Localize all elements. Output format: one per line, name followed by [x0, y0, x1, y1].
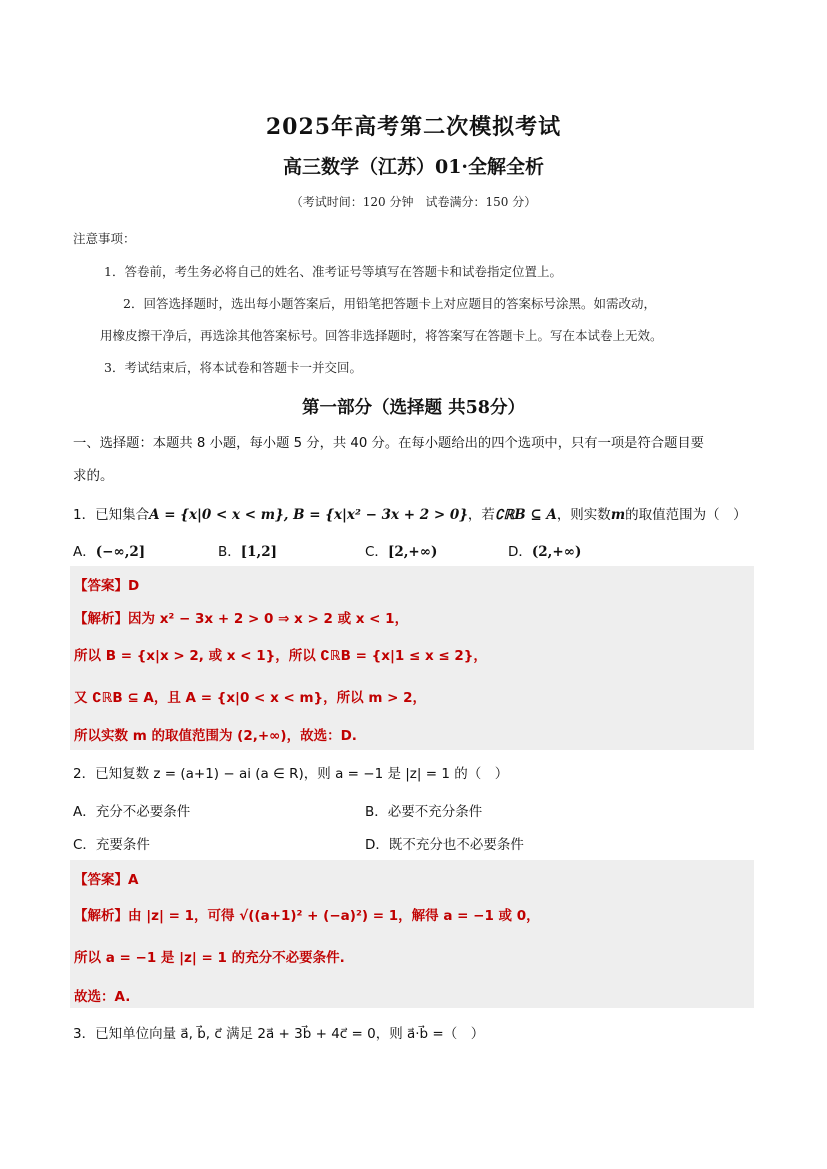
q1-answer-box: [70, 566, 754, 750]
q1-stem-mid: ，若: [467, 507, 495, 523]
note-item-2-cont: 用橡皮擦干净后，再选涂其他答案标号。回答非选择题时，将答案写在答题卡上。写在本试卷上无效。: [100, 328, 663, 343]
q1-stem-end: 的取值范围为（ ）: [625, 507, 747, 523]
q1-analysis-line-2: 所以 B = {x|x > 2, 或 x < 1}，所以 ∁ℝB = {x|1 ≤ x ≤ 2}，: [74, 648, 487, 664]
paper-title: 2025年高考第二次模拟考试: [265, 114, 562, 140]
note-item-1: 1．答卷前，考生务必将自己的姓名、准考证号等填写在答题卡和试卷指定位置上。: [104, 264, 562, 279]
q1-condition: ∁ℝB ⊆ A: [494, 507, 557, 523]
q2-option-c[interactable]: C．充要条件: [73, 837, 150, 853]
q1-analysis-line-3: 又 ∁ℝB ⊆ A，且 A = {x|0 < x < m}，所以 m > 2，: [74, 690, 427, 706]
q2-option-b[interactable]: B．必要不充分条件: [365, 804, 483, 820]
q1-stem-prefix: 1．已知集合: [73, 507, 150, 523]
section-title: 第一部分（选择题 共58分）: [302, 398, 525, 418]
q1-analysis-line-1: 【解析】因为 x² − 3x + 2 > 0 ⇒ x > 2 或 x < 1，: [74, 611, 409, 627]
question-1-stem: [73, 503, 747, 523]
q2-answer: 【答案】A: [74, 872, 139, 888]
notes-heading: 注意事项：: [73, 231, 136, 246]
section-intro-line-1: 一、选择题：本题共 8 小题，每小题 5 分，共 40 分。在每小题给出的四个选项中，只有一项是符合题目要: [73, 436, 704, 451]
question-3-stem: 3．已知单位向量 a⃗, b⃗, c⃗ 满足 2a⃗ + 3b⃗ + 4c⃗ = 0，则 a⃗·b⃗ =（ ）: [73, 1026, 485, 1042]
q1-var: m: [610, 507, 626, 523]
q1-sets: A = {x|0 < x < m}, B = {x|x² − 3x + 2 > 0}: [149, 507, 468, 523]
q1-options: [73, 540, 773, 560]
note-item-3: 3．考试结束后，将本试卷和答题卡一并交回。: [104, 360, 362, 375]
note-item-2: 2．回答选择题时，选出每小题答案后，用铅笔把答题卡上对应题目的答案标号涂黑。如需改动，: [123, 296, 656, 311]
q1-option-a[interactable]: A．(−∞,2]: [73, 544, 146, 560]
q1-option-d[interactable]: D．(2,+∞): [508, 544, 582, 560]
section-intro-line-2: 求的。: [73, 468, 114, 484]
q1-option-c[interactable]: C．[2,+∞): [365, 544, 438, 560]
q1-answer: 【答案】D: [74, 578, 140, 594]
exam-info: （考试时间：120 分钟 试卷满分：150 分）: [290, 195, 537, 209]
q2-analysis-line-1: 【解析】由 |z| = 1，可得 √((a+1)² + (−a)²) = 1，解得 a = −1 或 0，: [74, 908, 540, 924]
question-2-stem: 2．已知复数 z = (a+1) − ai (a ∈ R)，则 a = −1 是 |z| = 1 的（ ）: [73, 766, 509, 782]
q1-option-b[interactable]: B．[1,2]: [218, 544, 278, 560]
q2-option-d[interactable]: D．既不充分也不必要条件: [365, 837, 524, 853]
q2-answer-box: [70, 860, 754, 1008]
q2-analysis-line-3: 故选：A.: [74, 989, 131, 1005]
q1-analysis-line-4: 所以实数 m 的取值范围为 (2,+∞)，故选：D.: [74, 728, 357, 744]
q2-analysis-line-2: 所以 a = −1 是 |z| = 1 的充分不必要条件.: [74, 950, 345, 966]
q2-option-a[interactable]: A．充分不必要条件: [73, 804, 191, 820]
q1-stem-suffix: ，则实数: [556, 507, 611, 523]
paper-subtitle: 高三数学（江苏）01·全解全析: [282, 156, 545, 178]
